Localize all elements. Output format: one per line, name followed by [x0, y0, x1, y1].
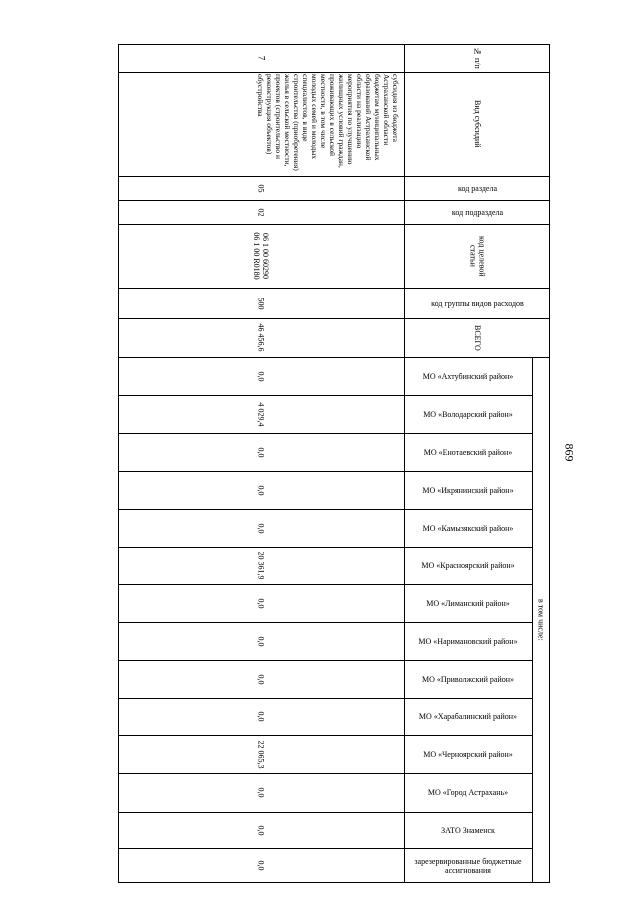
- district-name: МО «Ахтубинский район»: [422, 371, 514, 381]
- total-label: ВСЕГО: [473, 324, 482, 351]
- district-value-text: 0,0: [256, 674, 266, 684]
- section-code-label: код раздела: [457, 183, 498, 193]
- district-value-text: 0,0: [256, 447, 266, 457]
- district-value-text: 4 029,4: [256, 402, 266, 426]
- row-number: [118, 44, 404, 72]
- total-text: 46 456,6: [256, 323, 266, 352]
- type-label: Вид субсидий: [473, 100, 482, 148]
- section-code-text: 05: [256, 184, 266, 192]
- expense-group-label: код группы видов расходов: [431, 298, 524, 308]
- target-article-text: 06 1 00 60290 06 1 00 R0180: [252, 232, 270, 280]
- expense-group-text: 500: [256, 297, 266, 309]
- district-value: [118, 698, 404, 735]
- including-label: [532, 357, 550, 883]
- district-name: ЗАТО Знаменск: [441, 825, 495, 835]
- district-name: МО «Красноярский район»: [421, 561, 515, 570]
- district-value: [118, 848, 404, 883]
- total-value: [118, 318, 404, 357]
- district-name: МО «Черноярский район»: [423, 749, 513, 759]
- district-name: МО «Камызякский район»: [422, 523, 514, 533]
- district-name: МО «Город Астрахань»: [427, 788, 509, 797]
- district-value-text: 0,0: [256, 787, 266, 798]
- district-name: МО «Енотаевский район»: [423, 447, 513, 457]
- row-number-text: 7: [256, 55, 266, 61]
- target-article-value: [118, 224, 404, 288]
- subsidy-description: субсидия из бюджета Астраханской области бюджетам муниципальных образований Астраханской области на реализацию мероприятия по улучшению жилищных условий граждан, проживающих в сельской местности, в том числе молодых семей и молодых специалистов, в виде строительства (приобретения) жилья в сельской местности, проектов (строительство и реконструкция объектов) обустройства: [256, 74, 400, 171]
- district-name: МО «Харабалинский район»: [418, 712, 518, 721]
- target-article-label: код целевой статьи: [468, 235, 487, 277]
- district-value: [118, 395, 404, 433]
- district-value: [118, 660, 404, 698]
- district-name: МО «Приволжский район»: [421, 674, 515, 684]
- num-label: № п/п: [473, 47, 482, 69]
- district-value-text: 0,0: [256, 485, 266, 495]
- district-value: [118, 547, 404, 584]
- district-value: [118, 357, 404, 395]
- district-value: [118, 812, 404, 848]
- subsection-code-value: [118, 200, 404, 224]
- district-name: МО «Володарский район»: [423, 409, 513, 419]
- district-name: МО «Наримановский район»: [418, 636, 518, 646]
- district-value-text: 0,0: [256, 523, 266, 533]
- district-name: МО «Лиманский район»: [426, 598, 510, 608]
- district-value: [118, 509, 404, 547]
- district-value-text: 0,0: [256, 825, 266, 835]
- district-value: [118, 471, 404, 509]
- district-value: [118, 735, 404, 773]
- district-value-text: 0,0: [256, 860, 266, 871]
- district-value: [118, 584, 404, 622]
- page-number: 869: [562, 443, 577, 462]
- district-name: МО «Икрянинский район»: [422, 485, 514, 495]
- subsection-code-label: код подраздела: [451, 207, 504, 217]
- expense-group-value: [118, 288, 404, 318]
- district-value: [118, 622, 404, 660]
- district-value-text: 0,0: [256, 636, 266, 646]
- district-value-text: 0,0: [256, 598, 266, 608]
- district-value-text: 20 361,9: [256, 551, 266, 580]
- district-value-text: 0,0: [256, 371, 266, 381]
- district-value-text: 0,0: [256, 711, 266, 722]
- district-name: зарезервированные бюджетные ассигнования: [414, 856, 522, 875]
- section-code-value: [118, 176, 404, 200]
- subsection-code-text: 02: [256, 208, 266, 216]
- district-value-text: 22 065,3: [256, 740, 266, 768]
- including-text: в том числе:: [536, 599, 546, 641]
- district-value: [118, 773, 404, 812]
- district-value: [118, 433, 404, 471]
